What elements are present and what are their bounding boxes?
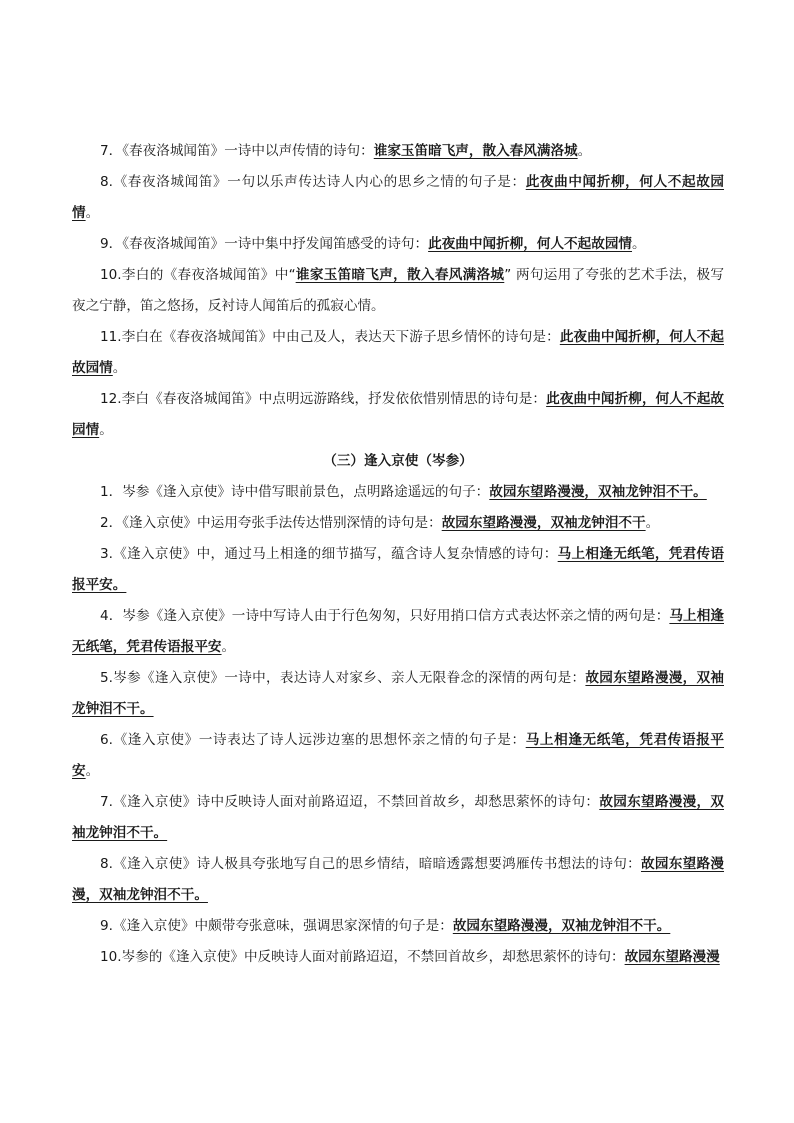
exercise-item [72, 229, 724, 260]
question-text: 4．岑参《逢入京使》一诗中写诗人由于行色匆匆，只好用捎口信方式表达怀亲之情的两句是： [100, 608, 670, 624]
exercise-item [72, 942, 724, 973]
exercise-item [72, 911, 724, 942]
exercise-item [72, 663, 724, 725]
question-text: 7．《春夜洛城闻笛》一诗中以声传情的诗句： [100, 143, 374, 159]
answer-text: 此夜曲中闻折柳，何人不起故园情 [72, 174, 725, 221]
answer-text: 马上相逢无纸笔，凭君传语报平安 [72, 608, 724, 655]
answer-text: 故园东望路漫漫，双袖龙钟泪不干 [441, 515, 646, 531]
answer-text: 此夜曲中闻折柳，何人不起故园情 [72, 329, 724, 376]
question-text: 9.《逢入京使》中颇带夸张意味，强调思家深情的句子是： [100, 918, 453, 934]
answer-text: 故园东望路漫漫，双袖龙钟泪不干。 [72, 670, 724, 717]
exercise-item [72, 136, 724, 167]
question-text: 8.《春夜洛城闻笛》一句以乐声传达诗人内心的思乡之情的句子是： [100, 174, 526, 190]
exercise-item [72, 508, 724, 539]
answer-text: 此夜曲中闻折柳，何人不起故园情 [72, 391, 725, 438]
answer-text: 故园东望路漫漫，双袖龙钟泪不干。 [452, 918, 671, 934]
exercise-item [72, 322, 724, 384]
question-tail: 。 [112, 360, 127, 376]
answer-text: 马上相逢无纸笔，凭君传语报平安 [72, 732, 725, 779]
question-tail: 。 [99, 422, 113, 438]
answer-text: 谁家玉笛暗飞声，散入春风满洛城 [373, 143, 578, 159]
question-text: 7.《逢入京使》诗中反映诗人面对前路迢迢，不禁回首故乡，却愁思萦怀的诗句： [100, 794, 600, 810]
exercise-item [72, 787, 724, 849]
answer-text: 故园东望路漫漫，双袖龙钟泪不干。 [72, 794, 725, 841]
exercise-item [72, 260, 724, 322]
question-tail: 。 [85, 205, 100, 221]
question-text: 1．岑参《逢入京使》诗中借写眼前景色，点明路途遥远的句子： [100, 484, 490, 500]
question-tail: 。 [221, 639, 236, 655]
answer-text: 故园东望路漫漫 [624, 949, 720, 965]
exercise-item [72, 849, 724, 911]
question-text: 3.《逢入京使》中，通过马上相逢的细节描写，蕴含诗人复杂情感的诗句： [100, 546, 558, 562]
question-tail: 。 [632, 236, 646, 252]
exercise-item [72, 477, 724, 508]
exercise-item [72, 384, 724, 446]
answer-text: 故园东望路漫漫，双袖龙钟泪不干。 [72, 856, 725, 903]
question-text: 9．《春夜洛城闻笛》一诗中集中抒发闻笛感受的诗句： [100, 236, 429, 252]
exercise-item [72, 167, 724, 229]
answer-text: 谁家玉笛暗飞声，散入春风满洛城 [295, 267, 505, 283]
answer-text: 故园东望路漫漫，双袖龙钟泪不干。 [489, 484, 707, 500]
document-body [72, 136, 724, 973]
question-text: 12.李白《春夜洛城闻笛》中点明远游路线，抒发依依惜别情思的诗句是： [100, 391, 547, 407]
question-tail: 。 [577, 143, 592, 159]
question-text: 2．《逢入京使》中运用夸张手法传达惜别深情的诗句是： [100, 515, 442, 531]
answer-text: 此夜曲中闻折柳，何人不起故园情 [428, 236, 633, 252]
question-text: 10.李白的《春夜洛城闻笛》中“ [100, 267, 296, 283]
question-tail: 。 [85, 763, 100, 779]
question-text: 5.岑参《逢入京使》一诗中，表达诗人对家乡、亲人无限眷念的深情的两句是： [100, 670, 586, 686]
exercise-item [72, 539, 724, 601]
answer-text: 马上相逢无纸笔，凭君传语报平安。 [72, 546, 725, 593]
question-text: 6.《逢入京使》一诗表达了诗人远涉边塞的思想怀亲之情的句子是： [100, 732, 526, 748]
question-tail: 。 [645, 515, 660, 531]
exercise-item [72, 725, 724, 787]
question-text: 11.李白在《春夜洛城闻笛》中由己及人，表达天下游子思乡情怀的诗句是： [100, 329, 560, 345]
exercise-item [72, 601, 724, 663]
section-heading: （三）逢入京使（岑参） [323, 453, 473, 469]
question-text: 10.岑参的《逢入京使》中反映诗人面对前路迢迢，不禁回首故乡，却愁思萦怀的诗句： [100, 949, 625, 965]
question-text: 8.《逢入京使》诗人极具夸张地写自己的思乡情结，暗暗透露想要鸿雁传书想法的诗句： [100, 856, 641, 872]
question-tail: ” 两句运用了夸张的艺术手法，极写夜之宁静，笛之悠扬，反衬诗人闻笛后的孤寂心情。 [72, 267, 724, 314]
